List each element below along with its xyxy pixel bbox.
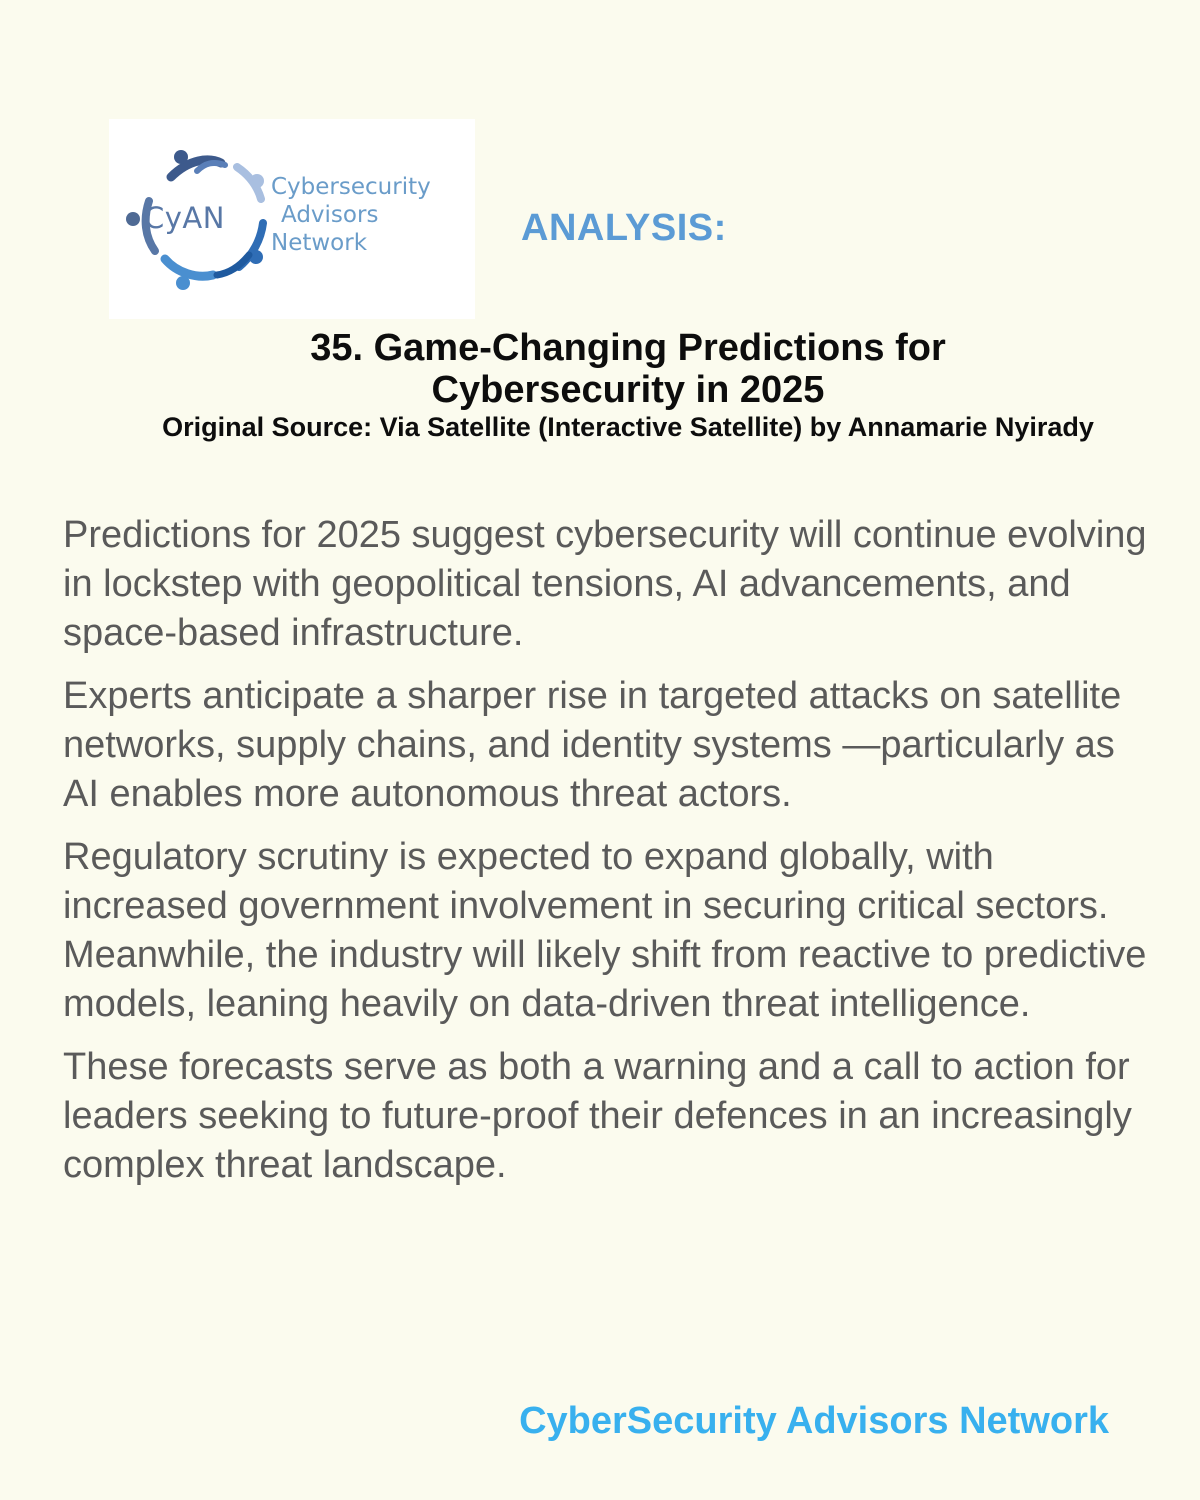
logo-org-name (271, 173, 431, 257)
footer-org-name: CyberSecurity Advisors Network (519, 1400, 1109, 1442)
article-title: 35. Game-Changing Predictions for Cybersecurity in 2025 (310, 327, 946, 411)
cyan-logo (109, 119, 475, 319)
logo-mark-text: CyAN (144, 201, 225, 235)
analysis-label: ANALYSIS: (521, 207, 727, 249)
logo-name-line: Advisors (281, 202, 379, 228)
body-paragraph: Experts anticipate a sharper rise in targeted attacks on satellite networks, supply chains, and identity systems —particularly as AI enables more autonomous threat actors. (63, 675, 1122, 815)
article-source: Original Source: Via Satellite (Interactive Satellite) by Annamarie Nyirady (162, 412, 1094, 442)
article-body (63, 511, 1153, 1204)
body-paragraph: Regulatory scrutiny is expected to expand globally, with increased government involvement in securing critical sectors. Meanwhile, the industry will likely shift from reactive to predictive models, leaning heavily on data-driven threat intelligence. (63, 836, 1147, 1025)
body-paragraph: Predictions for 2025 suggest cybersecurity will continue evolving in lockstep with geopolitical tensions, AI advancements, and space-based infrastructure. (63, 514, 1147, 654)
logo-name-line: Cybersecurity (271, 174, 431, 200)
logo-name-line: Network (271, 230, 368, 256)
body-paragraph: These forecasts serve as both a warning and a call to action for leaders seeking to future-proof their defences in an increasingly complex threat landscape. (63, 1046, 1132, 1186)
